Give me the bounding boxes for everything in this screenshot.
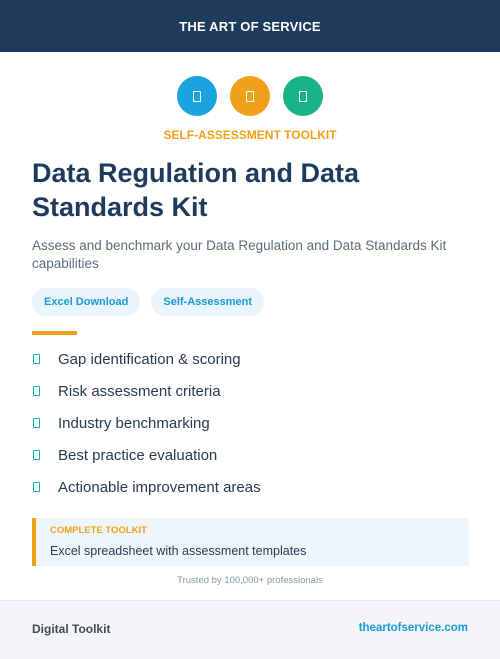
feature-text: Gap identification & scoring [58, 350, 241, 368]
page-title: Data Regulation and Data Standards Kit [32, 158, 360, 222]
brand-name: THE ART OF SERVICE [179, 18, 321, 34]
feature-text: Risk assessment criteria [58, 382, 221, 400]
blue-document-icon [177, 76, 217, 116]
check-icon [33, 418, 40, 428]
eyebrow-label: SELF-ASSESSMENT TOOLKIT [163, 128, 337, 142]
accent-divider [32, 331, 77, 335]
website-link[interactable]: theartofservice.com [358, 622, 468, 634]
tag-excel-download: Excel Download [32, 288, 140, 316]
list-item [32, 407, 261, 439]
feature-text: Actionable improvement areas [58, 478, 261, 496]
callout-text: Excel spreadsheet with assessment templates [50, 544, 307, 558]
check-icon [33, 354, 40, 364]
tag-row [32, 288, 264, 316]
check-icon [33, 386, 40, 396]
toolkit-callout [32, 518, 469, 566]
tag-self-assessment: Self-Assessment [151, 288, 264, 316]
callout-title: COMPLETE TOOLKIT [50, 525, 147, 536]
list-item [32, 343, 261, 375]
trusted-note: Trusted by 100,000+ professionals [177, 575, 323, 586]
feature-text: Best practice evaluation [58, 446, 218, 464]
list-item [32, 375, 261, 407]
check-icon [33, 482, 40, 492]
list-item [32, 471, 261, 503]
footer-label: Digital Toolkit [32, 622, 111, 636]
check-icon [33, 450, 40, 460]
icon-row [0, 76, 500, 116]
list-item [32, 439, 261, 471]
green-document-icon [283, 76, 323, 116]
page-subtitle: Assess and benchmark your Data Regulation and Data Standards Kit capabilities [32, 238, 447, 271]
footer-bar [0, 600, 500, 659]
feature-text: Industry benchmarking [58, 414, 210, 432]
orange-document-icon [230, 76, 270, 116]
feature-list [32, 343, 261, 503]
header-bar [0, 0, 500, 52]
